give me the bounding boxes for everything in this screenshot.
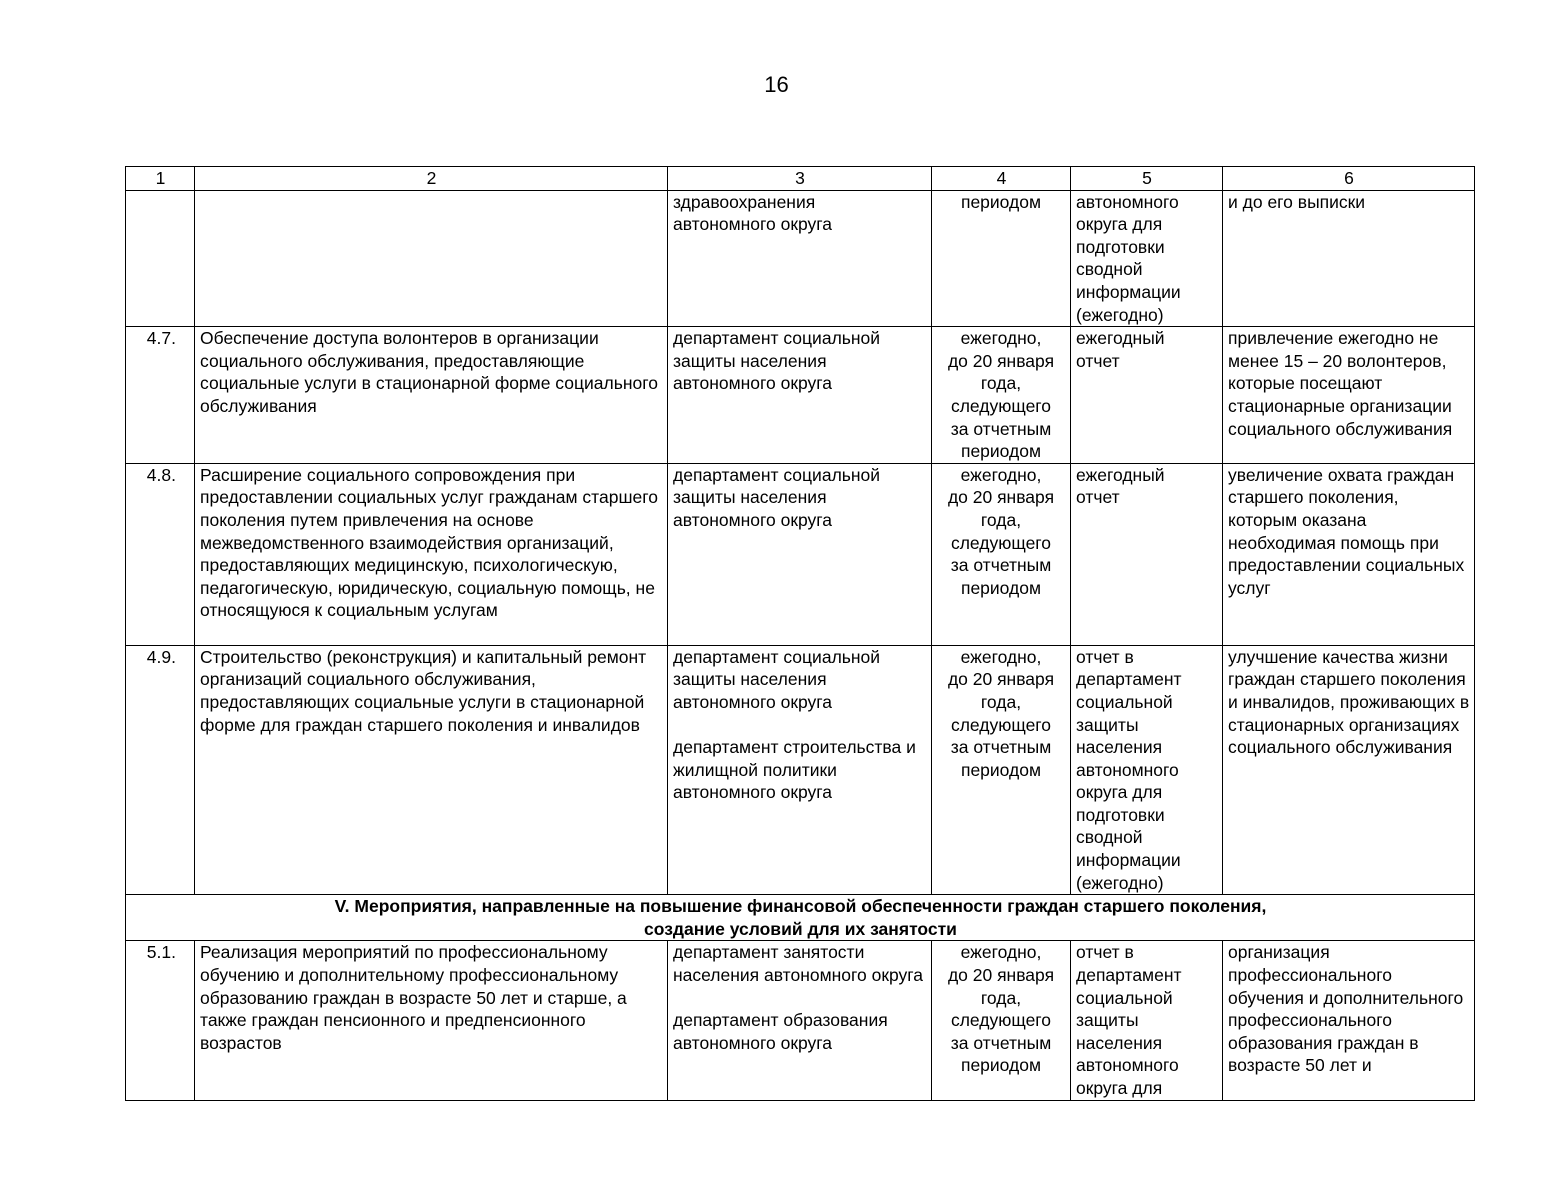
- header-cell-2: 2: [195, 167, 668, 191]
- expected-result-cell: и до его выписки: [1223, 190, 1475, 327]
- table-row: [126, 190, 1475, 327]
- header-cell-3: 3: [668, 167, 932, 191]
- measure-cell: Расширение социального сопровождения при предоставлении социальных услуг гражданам старшего поколения путем привлечения на основе межведомственного взаимодействия организаций, предоставляющих медицинскую, психологическую, педагогическую, юридическую, социальную помощь, не относящуюся к социальным услугам: [195, 463, 668, 645]
- measure-cell: [195, 190, 668, 327]
- table-row: [126, 463, 1475, 645]
- executor-primary: департамент занятости населения автономного округа: [673, 942, 924, 986]
- row-number-cell: 4.9.: [126, 645, 195, 895]
- deadline-cell: ежегодно, до 20 января года, следующего за отчетным периодом: [932, 327, 1071, 464]
- table-header-row: [126, 167, 1475, 191]
- measure-cell: Строительство (реконструкция) и капитальный ремонт организаций социального обслуживания, предоставляющих социальные услуги в стационарной форме для граждан старшего поколения и инвалидов: [195, 645, 668, 895]
- report-form-cell: отчет в департамент социальной защиты населения автономного округа для: [1071, 941, 1223, 1100]
- report-form-cell: ежегодный отчет: [1071, 327, 1223, 464]
- executor-cell: [668, 941, 932, 1100]
- executor-secondary: департамент строительства и жилищной политики автономного округа: [673, 737, 916, 803]
- executor-primary: здравоохранения автономного округа: [673, 191, 833, 235]
- deadline-cell: ежегодно, до 20 января года, следующего за отчетным периодом: [932, 941, 1071, 1100]
- section-row: [126, 895, 1475, 941]
- row-number-cell: 4.8.: [126, 463, 195, 645]
- row-number-cell: 4.7.: [126, 327, 195, 464]
- expected-result-cell: улучшение качества жизни граждан старшего поколения и инвалидов, проживающих в стационарных организациях социального обслуживания: [1223, 645, 1475, 895]
- header-cell-1: 1: [126, 167, 195, 191]
- page-number: 16: [764, 72, 789, 97]
- executor-cell: [668, 463, 932, 645]
- executor-primary: департамент социальной защиты населения автономного округа: [673, 646, 881, 712]
- header-cell-5: 5: [1071, 167, 1223, 191]
- row-number-cell: [126, 190, 195, 327]
- executor-cell: [668, 327, 932, 464]
- expected-result-cell: организация профессионального обучения и дополнительного профессионального образования граждан в возрасте 50 лет и: [1223, 941, 1475, 1100]
- measure-cell: Обеспечение доступа волонтеров в организации социального обслуживания, предоставляющие социальные услуги в стационарной форме социального обслуживания: [195, 327, 668, 464]
- measure-cell: Реализация мероприятий по профессиональному обучению и дополнительному профессиональному образованию граждан в возрасте 50 лет и старше, а также граждан пенсионного и предпенсионного возрастов: [195, 941, 668, 1100]
- executor-cell: [668, 645, 932, 895]
- executor-secondary: департамент образования автономного округа: [673, 1010, 888, 1053]
- table-row: [126, 645, 1475, 895]
- section-title: V. Мероприятия, направленные на повышение финансовой обеспеченности граждан старшего поколения, создание условий для их занятости: [126, 895, 1475, 941]
- row-number-cell: 5.1.: [126, 941, 195, 1100]
- deadline-cell: ежегодно, до 20 января года, следующего за отчетным периодом: [932, 463, 1071, 645]
- deadline-cell: ежегодно, до 20 января года, следующего за отчетным периодом: [932, 645, 1071, 895]
- measures-table: [125, 166, 1475, 1101]
- header-cell-6: 6: [1223, 167, 1475, 191]
- report-form-cell: автономного округа для подготовки сводной информации (ежегодно): [1071, 190, 1223, 327]
- table-row: [126, 327, 1475, 464]
- report-form-cell: отчет в департамент социальной защиты населения автономного округа для подготовки сводной информации (ежегодно): [1071, 645, 1223, 895]
- expected-result-cell: привлечение ежегодно не менее 15 – 20 волонтеров, которые посещают стационарные организации социального обслуживания: [1223, 327, 1475, 464]
- expected-result-cell: увеличение охвата граждан старшего поколения, которым оказана необходимая помощь при предоставлении социальных услуг: [1223, 463, 1475, 645]
- report-form-cell: ежегодный отчет: [1071, 463, 1223, 645]
- executor-primary: департамент социальной защиты населения автономного округа: [673, 328, 881, 394]
- executor-cell: [668, 190, 932, 327]
- header-cell-4: 4: [932, 167, 1071, 191]
- deadline-cell: периодом: [932, 190, 1071, 327]
- executor-primary: департамент социальной защиты населения автономного округа: [673, 464, 881, 530]
- table-row: [126, 941, 1475, 1100]
